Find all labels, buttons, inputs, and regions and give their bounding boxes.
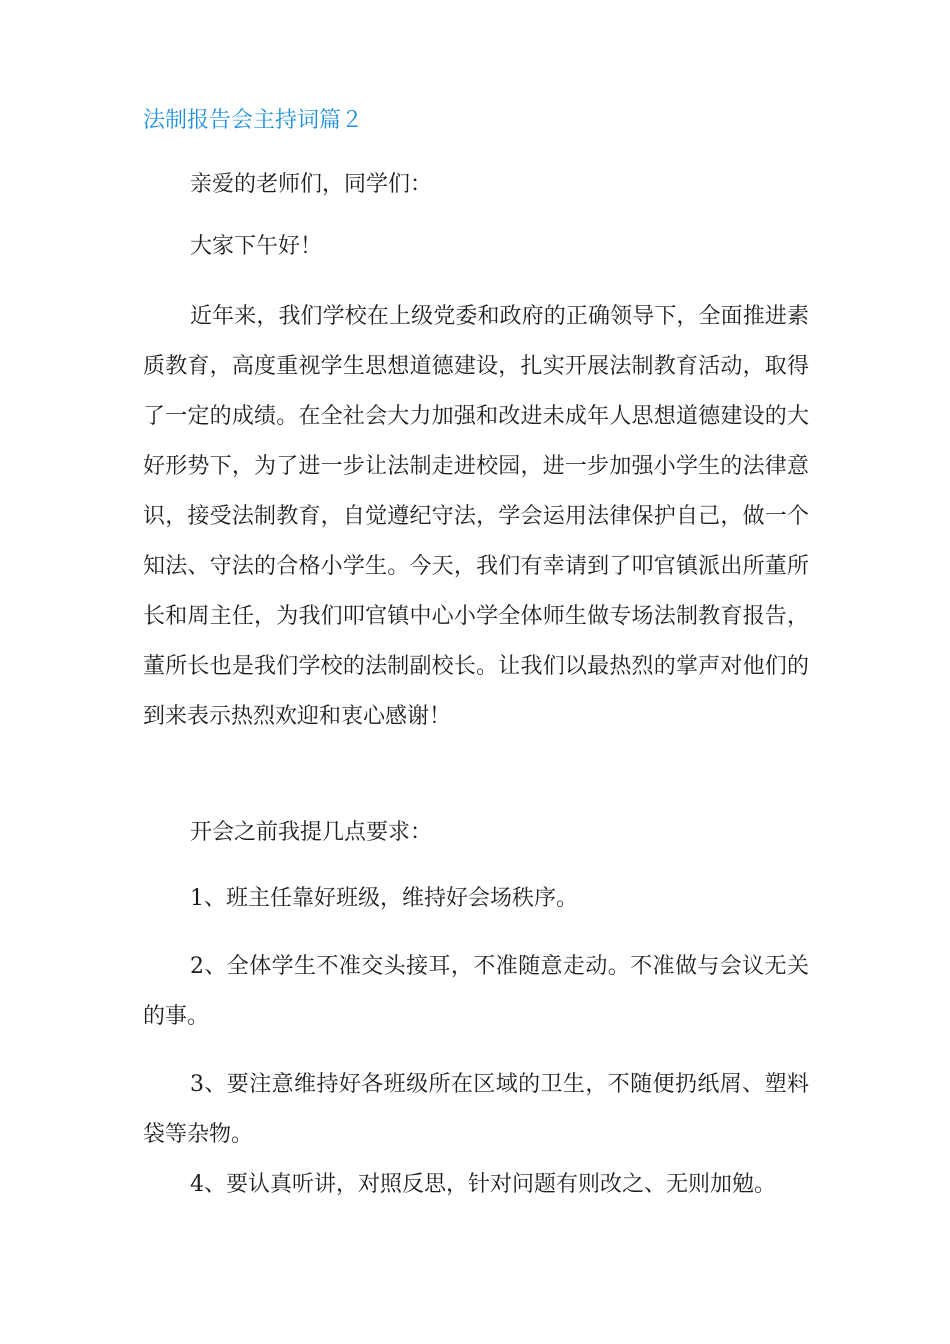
greeting-paragraph: 亲爱的老师们，同学们： [190, 172, 433, 197]
body-paragraph: 近年来，我们学校在上级党委和政府的正确领导下，全面推进素质教育，高度重视学生思想道德建设，扎实开展法制教育活动，取得了一定的成绩。在全社会大力加强和改进未成年人思想道德建设的大好形势下，为了进一步让法制走进校园，进一步加强小学生的法律意识，接受法制教育，自觉遵纪守法，学会运用法律保护自己，做一个知法、守法的合格小学生。今天，我们有幸请到了叩官镇派出所董所长和周主任，为我们叩官镇中心小学全体师生做专场法制教育报告，董所长也是我们学校的法制副校长。让我们以最热烈的掌声对他们的到来表示热烈欢迎和衷心感谢！ [143, 304, 809, 729]
requirement-item-1: 1、班主任靠好班级，维持好会场秩序。 [190, 886, 578, 911]
requirements-intro-paragraph: 开会之前我提几点要求： [190, 820, 433, 845]
requirement-item-4: 4、要认真听讲，对照反思，针对问题有则改之、无则加勉。 [190, 1172, 776, 1197]
document-title: 法制报告会主持词篇２ [143, 108, 364, 133]
requirement-item-2: 2、全体学生不准交头接耳，不准随意走动。不准做与会议无关的事。 [143, 954, 809, 1029]
requirement-item-3: 3、要注意维持好各班级所在区域的卫生，不随便扔纸屑、塑料袋等杂物。 [143, 1072, 809, 1147]
hello-paragraph: 大家下午好！ [190, 234, 323, 259]
